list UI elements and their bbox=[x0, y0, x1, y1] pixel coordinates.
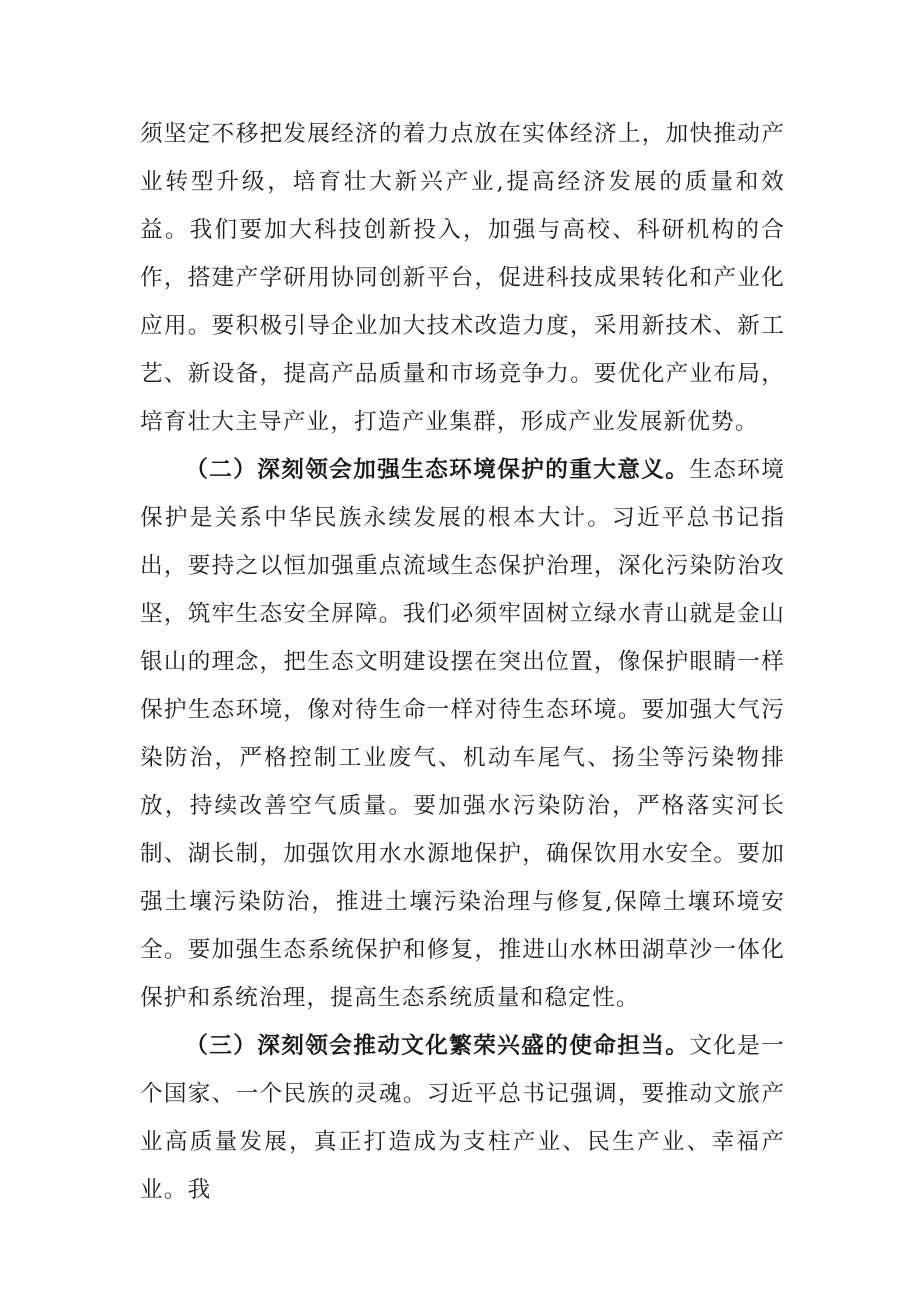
section-heading-culture: （三）深刻领会推动文化繁荣兴盛的使命担当。 bbox=[185, 1033, 690, 1059]
paragraph-economy-continuation bbox=[140, 110, 785, 446]
paragraph-culture bbox=[140, 1022, 785, 1214]
paragraph-text: 生态环境保护是关系中华民族永续发展的根本大计。习近平总书记指出，要持之以恒加强重点流域生态保护治理，深化污染防治攻坚，筑牢生态安全屏障。我们必须牢固树立绿水青山就是金山银山的理念，把生态文明建设摆在突出位置，像保护眼睛一样保护生态环境，像对待生命一样对待生态环境。要加强大气污染防治，严格控制工业废气、机动车尾气、扬尘等污染物排放，持续改善空气质量。要加强水污染防治，严格落实河长制、湖长制，加强饮用水水源地保护，确保饮用水安全。要加强土壤污染防治，推进土壤污染治理与修复,保障土壤环境安全。要加强生态系统保护和修复，推进山水林田湖草沙一体化保护和系统治理，提高生态系统质量和稳定性。 bbox=[140, 457, 785, 1011]
paragraph-text: 须坚定不移把发展经济的着力点放在实体经济上，加快推动产业转型升级，培育壮大新兴产业,提高经济发展的质量和效益。我们要加大科技创新投入，加强与高校、科研机构的合作，搭建产学研用协同创新平台，促进科技成果转化和产业化应用。要积极引导企业加大技术改造力度，采用新技术、新工艺、新设备，提高产品质量和市场竞争力。要优化产业布局，培育壮大主导产业，打造产业集群，形成产业发展新优势。 bbox=[140, 121, 785, 435]
section-heading-ecology: （二）深刻领会加强生态环境保护的重大意义。 bbox=[185, 457, 690, 483]
paragraph-text: 文化是一个国家、一个民族的灵魂。习近平总书记强调，要推动文旅产业高质量发展，真正打造成为支柱产业、民生产业、幸福产业。我 bbox=[140, 1033, 785, 1203]
paragraph-ecology bbox=[140, 446, 785, 1022]
document-body bbox=[140, 110, 785, 1214]
